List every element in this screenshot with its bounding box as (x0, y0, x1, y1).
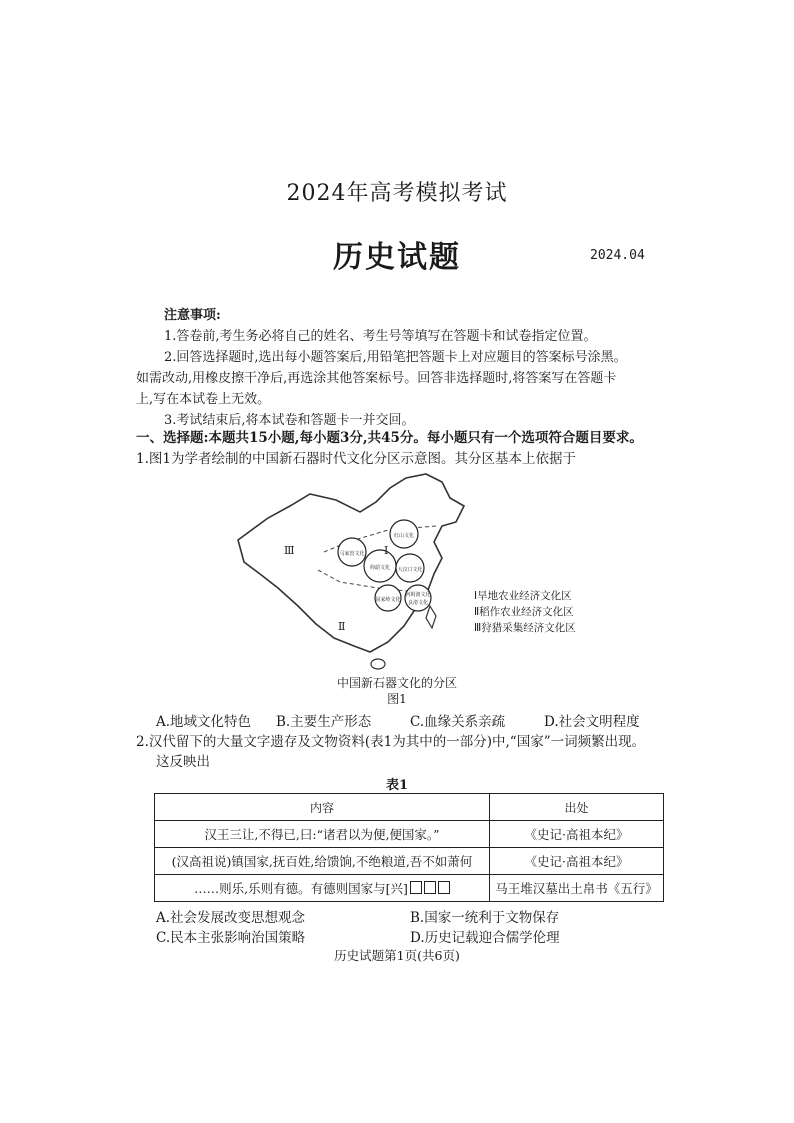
notice-line-2: 2.回答选择题时,选出每小题答案后,用铅笔把答题卡上对应题目的答案标号涂黑。 (164, 350, 627, 365)
map-legend-rice: Ⅱ稻作农业经济文化区 (474, 606, 574, 618)
q2-option-c[interactable]: C.民本主张影响治国策略 (156, 930, 306, 946)
culture-label: 良渚文化 (407, 600, 429, 606)
table-cell: (汉高祖说)镇国家,抚百姓,给馈饷,不绝粮道,吾不如萧何 (155, 848, 490, 875)
page-footer: 历史试题第1页(共6页) (334, 948, 460, 963)
table-cell: 《史记·高祖本纪》 (489, 848, 663, 875)
table-row (155, 875, 664, 902)
region-label: Ⅰ (384, 544, 389, 557)
source-table (154, 793, 664, 902)
table-cell: 《史记·高祖本纪》 (489, 821, 663, 848)
q2-option-a[interactable]: A.社会发展改变思想观念 (156, 910, 306, 926)
question-2-stem-cont: 这反映出 (156, 754, 210, 770)
culture-label: 马家窑文化 (339, 551, 365, 557)
column-header: 内容 (155, 794, 490, 821)
column-header: 出处 (489, 794, 663, 821)
neolithic-culture-map (228, 470, 588, 680)
table-header-row (155, 794, 664, 821)
q2-option-d[interactable]: D.历史记载迎合儒学伦理 (410, 930, 560, 946)
culture-circle (405, 585, 431, 611)
region-label: Ⅱ (338, 620, 346, 633)
map-legend-dry: Ⅰ旱地农业经济文化区 (474, 590, 572, 602)
subject-title: 历史试题 (333, 240, 461, 275)
culture-label: 仰韶文化 (369, 565, 391, 571)
table-title: 表1 (385, 778, 409, 793)
notice-line-3: 如需改动,用橡皮擦干净后,再选涂其他答案标号。回答非选择题时,将答案写在答题卡 (136, 371, 617, 386)
table-cell-text: ……则乐,乐则有德。有德则国家与[兴] (194, 881, 408, 896)
table-cell (155, 875, 490, 902)
exam-date: 2024.04 (590, 248, 645, 263)
culture-label: 大汶口文化 (397, 567, 423, 573)
map-caption: 中国新石器文化的分区 (336, 676, 457, 690)
notice-line-5: 3.考试结束后,将本试卷和答题卡一并交回。 (164, 413, 415, 428)
q2-option-b[interactable]: B.国家一统利于文物保存 (410, 910, 560, 926)
question-2-stem: 2.汉代留下的大量文字遗存及文物资料(表1为其中的一部分)中,“国家”一词频繁出现。 (136, 734, 646, 750)
q1-option-b[interactable]: B.主要生产形态 (276, 714, 372, 730)
missing-character-box (424, 881, 436, 894)
hainan-island (371, 659, 385, 669)
exam-title: 2024年高考模拟考试 (286, 181, 508, 206)
notice-line-1: 1.答卷前,考生务必将自己的姓名、考生号等填写在答题卡和试卷指定位置。 (164, 329, 597, 344)
culture-label: 屈家岭文化 (375, 597, 401, 603)
table-cell: 马王堆汉墓出土帛书《五行》 (489, 875, 663, 902)
section-heading: 一、选择题:本题共15小题,每小题3分,共45分。每小题只有一个选项符合题目要求。 (136, 430, 643, 446)
table-row (155, 821, 664, 848)
culture-label: 红山文化 (393, 533, 415, 539)
missing-character-box (438, 881, 450, 894)
notice-heading: 注意事项: (164, 308, 221, 323)
missing-character-box (410, 881, 422, 894)
figure-label: 图1 (387, 692, 407, 706)
q1-option-c[interactable]: C.血缘关系亲疏 (410, 714, 506, 730)
q1-option-a[interactable]: A.地域文化特色 (156, 714, 252, 730)
table-cell: 汉王三让,不得已,曰:“诸君以为便,便国家。” (155, 821, 490, 848)
taiwan-island (426, 606, 436, 628)
map-legend-hunting: Ⅲ狩猎采集经济文化区 (474, 622, 576, 634)
culture-label: 河姆渡文化 (405, 592, 431, 598)
region-label: Ⅲ (284, 544, 295, 557)
table-row (155, 848, 664, 875)
notice-line-4: 上,写在本试卷上无效。 (136, 392, 271, 407)
q1-option-d[interactable]: D.社会文明程度 (544, 714, 640, 730)
question-1-stem: 1.图1为学者绘制的中国新石器时代文化分区示意图。其分区基本上依据于 (136, 451, 576, 467)
